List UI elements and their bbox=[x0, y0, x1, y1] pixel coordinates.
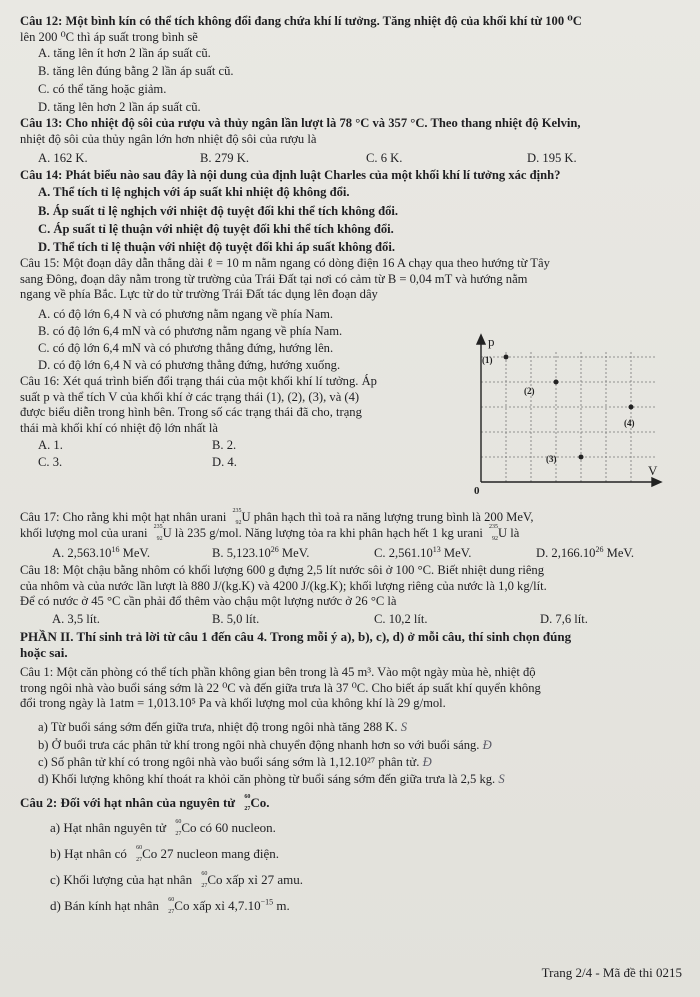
q17-option-d-value: D. 2,166.10 bbox=[536, 546, 596, 560]
q17-option-a-unit: MeV. bbox=[119, 546, 151, 560]
part2-q2-b-post: Co 27 nucleon mang điện. bbox=[142, 846, 279, 861]
q18-option-b: B. 5,0 lít. bbox=[212, 612, 260, 626]
question-17-stem-tail: U phân hạch thì toả ra năng lượng trung bình là 200 MeV, bbox=[241, 510, 534, 524]
q12-option-c: C. có thể tăng hoặc giảm. bbox=[38, 82, 167, 96]
q12-option-d: D. tăng lên hơn 2 lần áp suất cũ. bbox=[38, 100, 201, 114]
q17-option-b bbox=[212, 546, 309, 561]
part2-q1-a-text: a) Từ buổi sáng sớm đến giữa trưa, nhiệt độ trong ngôi nhà tăng 288 K. bbox=[38, 720, 398, 734]
question-17-line2 bbox=[20, 523, 688, 542]
cobalt-atomic-number: 27 bbox=[168, 909, 175, 915]
q13-option-a: A. 162 K. bbox=[38, 151, 88, 165]
q17-option-b-unit: MeV. bbox=[278, 546, 310, 560]
cobalt-nuclide bbox=[169, 819, 182, 837]
question-16-stem-cont2: được biểu diễn trong hình bên. Trong số các trạng thái đã cho, trạng bbox=[20, 405, 362, 419]
part2-q2-statement-c bbox=[50, 872, 303, 887]
question-15-stem-cont2: ngang về phía Bắc. Lực từ do từ trường Trái Đất tác dụng lên đoạn dây bbox=[20, 287, 378, 301]
v-axis-label: V bbox=[648, 463, 658, 478]
uranium-nuclide bbox=[486, 523, 499, 542]
part2-q2-d-post: Co xấp xỉ 4,7.10 bbox=[174, 898, 261, 913]
part2-q2-c-pre: c) Khối lượng của hạt nhân bbox=[50, 872, 193, 887]
handwritten-mark: S bbox=[400, 720, 407, 734]
q16-option-d: D. 4. bbox=[212, 455, 237, 469]
state-1-point bbox=[504, 355, 509, 360]
part2-question-1 bbox=[20, 665, 688, 712]
question-17-stem2-end: U là bbox=[498, 525, 520, 540]
uranium-nuclide bbox=[230, 508, 242, 526]
handwritten-mark: Đ bbox=[482, 738, 492, 752]
state-3-label: (3) bbox=[546, 454, 557, 464]
question-14 bbox=[20, 168, 688, 184]
origin-label: 0 bbox=[474, 485, 480, 497]
q14-option-c: C. Áp suất tỉ lệ thuận với nhiệt độ tuyệt đối khi thể tích không đổi. bbox=[38, 222, 394, 236]
question-13-stem-cont: nhiệt độ sôi của thủy ngân lớn hơn nhiệt độ sôi của rượu là bbox=[20, 131, 317, 146]
question-12-stem-cont: lên 200 ⁰C thì áp suất trong bình sẽ bbox=[20, 29, 198, 44]
part2-q2-statement-a bbox=[50, 820, 276, 835]
q18-option-a: A. 3,5 lít. bbox=[52, 612, 100, 626]
q13-option-c: C. 6 K. bbox=[366, 151, 403, 165]
uranium-mass-number: 235 bbox=[489, 523, 499, 530]
part2-q1-statement-b bbox=[38, 738, 492, 753]
q12-option-a: A. tăng lên ít hơn 2 lần áp suất cũ. bbox=[38, 46, 211, 60]
q16-option-c: C. 3. bbox=[38, 455, 63, 469]
question-16-stem: Câu 16: Xét quá trình biến đổi trạng thái của một khối khí lí tưởng. Áp bbox=[20, 374, 377, 388]
part2-q2-d-unit: m. bbox=[273, 898, 290, 913]
question-18-stem-cont: của nhôm và của nước lần lượt là 880 J/(kg.K) và 4200 J/(kg.K); khối lượng riêng của nước là 1,0 kg/lít. bbox=[20, 578, 547, 593]
q17-option-a bbox=[52, 546, 150, 561]
part2-q2-a-post: Co có 60 nucleon. bbox=[181, 820, 276, 835]
q16-option-a: A. 1. bbox=[38, 438, 63, 452]
question-17-line1 bbox=[20, 510, 688, 526]
q17-option-c-value: C. 2,561.10 bbox=[374, 546, 433, 560]
cobalt-mass-number: 60 bbox=[201, 871, 208, 877]
q13-option-b: B. 279 K. bbox=[200, 151, 249, 165]
q15-option-c: C. có độ lớn 6,4 mN và có phương thẳng đứng, hướng lên. bbox=[38, 341, 334, 355]
question-17-stem2: khối lượng mol của urani bbox=[20, 525, 148, 540]
uranium-atomic-number: 92 bbox=[156, 535, 163, 542]
part2-q2-stem-tail: Co. bbox=[250, 795, 270, 810]
cobalt-mass-number: 60 bbox=[244, 794, 251, 800]
q17-option-d-exp: 26 bbox=[595, 544, 604, 554]
q17-option-c-unit: MeV. bbox=[440, 546, 472, 560]
uranium-mass-number: 235 bbox=[153, 523, 163, 530]
q17-option-a-value: A. 2,563.10 bbox=[52, 546, 112, 560]
question-14-stem: Câu 14: Phát biểu nào sau đây là nội dung của định luật Charles của một khối khí lí tưởng xác định? bbox=[20, 168, 561, 182]
q17-option-d bbox=[536, 546, 634, 561]
question-17 bbox=[20, 510, 688, 541]
part2-q1-stem-cont2: đổi trong ngày là 1atm = 1,013.10⁵ Pa và khối lượng mol của không khí là 29 g/mol. bbox=[20, 696, 446, 710]
state-2-label: (2) bbox=[524, 386, 535, 396]
p-axis-label: p bbox=[488, 334, 495, 349]
question-15-stem-cont: sang Đông, đoạn dây nằm trong từ trường của Trái Đất tại nơi có cảm từ B = 0,04 mT và hướng nằm bbox=[20, 271, 528, 286]
part-2-heading-line1: PHẦN II. Thí sinh trả lời từ câu 1 đến câu 4. Trong mỗi ý a), b), c), d) ở mỗi câu, thí sinh chọn đúng bbox=[20, 629, 572, 644]
q17-option-a-exp: 16 bbox=[111, 544, 120, 554]
pv-grid bbox=[481, 352, 656, 482]
part2-q1-stem: Câu 1: Một căn phòng có thể tích phần không gian bên trong là 45 m³. Vào một ngày mùa hè, nhiệt độ bbox=[20, 665, 536, 679]
state-4-label: (4) bbox=[624, 418, 635, 428]
part2-q2-d-pre: d) Bán kính hạt nhân bbox=[50, 898, 160, 913]
part2-q2-b-pre: b) Hạt nhân có bbox=[50, 846, 127, 861]
q17-option-b-value: B. 5,123.10 bbox=[212, 546, 271, 560]
cobalt-atomic-number: 27 bbox=[201, 883, 208, 889]
q14-option-a: A. Thể tích tỉ lệ nghịch với áp suất khi nhiệt độ không đổi. bbox=[38, 185, 350, 199]
part2-q1-c-text: c) Số phân tử khí có trong ngôi nhà vào buổi sáng sớm là 1,12.10²⁷ phân tử. bbox=[38, 755, 420, 769]
state-3-point bbox=[579, 455, 584, 460]
uranium-nuclide bbox=[151, 523, 163, 542]
question-16 bbox=[20, 374, 460, 436]
cobalt-atomic-number: 27 bbox=[136, 857, 143, 863]
state-1-label: (1) bbox=[482, 355, 493, 365]
handwritten-mark: Đ bbox=[422, 755, 432, 769]
question-13-stem: Câu 13: Cho nhiệt độ sôi của rượu và thủy ngân lần lượt là 78 °C và 357 °C. Theo thang nhiệt độ Kelvin, bbox=[20, 116, 581, 130]
q17-option-c-exp: 13 bbox=[432, 544, 441, 554]
part2-q1-statement-a bbox=[38, 720, 407, 735]
cobalt-nuclide bbox=[195, 871, 208, 889]
pv-diagram bbox=[466, 332, 666, 497]
part2-question-2 bbox=[20, 795, 688, 811]
state-2-point bbox=[554, 380, 559, 385]
part2-q2-c-post: Co xấp xỉ 27 amu. bbox=[207, 872, 304, 887]
q17-option-b-exp: 26 bbox=[270, 544, 279, 554]
page-footer: Trang 2/4 - Mã đề thi 0215 bbox=[541, 965, 682, 980]
q16-option-b: B. 2. bbox=[212, 438, 237, 452]
question-13 bbox=[20, 116, 688, 147]
question-16-stem-cont3: thái mà khối khí có nhiệt độ lớn nhất là bbox=[20, 420, 218, 435]
part2-q2-statement-d bbox=[50, 898, 290, 913]
cobalt-mass-number: 60 bbox=[175, 819, 182, 825]
part2-q2-statement-b bbox=[50, 846, 279, 861]
question-15 bbox=[20, 256, 688, 303]
q15-option-d: D. có độ lớn 6,4 N và có phương thẳng đứng, hướng xuống. bbox=[38, 358, 341, 372]
q13-option-d: D. 195 K. bbox=[527, 151, 577, 165]
q17-option-c bbox=[374, 546, 471, 561]
cobalt-mass-number: 60 bbox=[168, 897, 175, 903]
cobalt-atomic-number: 27 bbox=[175, 831, 182, 837]
part-2-heading bbox=[20, 629, 688, 660]
state-4-point bbox=[629, 405, 634, 410]
uranium-atomic-number: 92 bbox=[235, 520, 242, 526]
q14-option-b: B. Áp suất tỉ lệ nghịch với nhiệt độ tuyệt đối khi thể tích không đổi. bbox=[38, 204, 399, 218]
question-18-stem-cont2: Để có nước ở 45 °C cần phải đổ thêm vào chậu một lượng nước ở 26 °C là bbox=[20, 594, 397, 608]
uranium-mass-number: 235 bbox=[232, 508, 242, 514]
cobalt-atomic-number: 27 bbox=[244, 806, 251, 812]
cobalt-nuclide bbox=[238, 794, 251, 812]
part2-q1-b-text: b) Ở buổi trưa các phân tử khí trong ngôi nhà chuyển động nhanh hơn so với buổi sáng. bbox=[38, 738, 480, 752]
q18-option-d: D. 7,6 lít. bbox=[540, 612, 588, 626]
part2-q2-d-exp: −15 bbox=[260, 897, 274, 907]
cobalt-mass-number: 60 bbox=[136, 845, 143, 851]
question-15-stem: Câu 15: Một đoạn dây dẫn thẳng dài ℓ = 10 m nằm ngang có dòng điện 16 A chạy qua theo hướng từ Tây bbox=[20, 256, 550, 270]
handwritten-mark: S bbox=[498, 772, 505, 786]
cobalt-nuclide bbox=[162, 897, 175, 915]
q17-option-d-unit: MeV. bbox=[603, 546, 635, 560]
question-17-stem: Câu 17: Cho rằng khi một hạt nhân urani bbox=[20, 510, 227, 524]
question-16-stem-cont: suất p và thể tích V của khối khí ở các trạng thái (1), (2), (3), và (4) bbox=[20, 389, 360, 404]
cobalt-nuclide bbox=[130, 845, 143, 863]
part2-q1-statement-c bbox=[38, 755, 432, 770]
question-12-stem: Câu 12: Một bình kín có thể tích không đổi đang chứa khí lí tưởng. Tăng nhiệt độ của khối khí từ 100 ⁰C bbox=[20, 14, 582, 28]
q12-option-b: B. tăng lên đúng bằng 2 lần áp suất cũ. bbox=[38, 64, 234, 78]
q15-option-b: B. có độ lớn 6,4 mN và có phương nằm ngang về phía Nam. bbox=[38, 324, 343, 338]
question-18-stem: Câu 18: Một chậu bằng nhôm có khối lượng 600 g đựng 2,5 lít nước sôi ở 100 °C. Biết nhiệt dung riêng bbox=[20, 563, 545, 577]
question-18 bbox=[20, 563, 688, 610]
q15-option-a: A. có độ lớn 6,4 N và có phương nằm ngang về phía Nam. bbox=[38, 307, 334, 321]
part-2-heading-line2: hoặc sai. bbox=[20, 644, 68, 660]
question-12 bbox=[20, 14, 688, 45]
part2-q2-stem: Câu 2: Đối với hạt nhân của nguyên tử bbox=[20, 795, 236, 810]
uranium-atomic-number: 92 bbox=[492, 535, 499, 542]
question-17-stem2-tail: U là 235 g/mol. Năng lượng tỏa ra khi phân hạch hết 1 kg urani bbox=[162, 525, 483, 540]
part2-q1-statement-d bbox=[38, 772, 505, 787]
q14-option-d: D. Thể tích tỉ lệ thuận với nhiệt độ tuyệt đối khi áp suất không đổi. bbox=[38, 240, 396, 254]
part2-q2-a-pre: a) Hạt nhân nguyên tử bbox=[50, 820, 167, 835]
part2-q1-d-text: d) Khối lượng không khí thoát ra khỏi căn phòng từ buổi sáng sớm đến giữa trưa là 2,5 kg. bbox=[38, 772, 496, 786]
q18-option-c: C. 10,2 lít. bbox=[374, 612, 428, 626]
part2-q1-stem-cont: trong ngôi nhà vào buổi sáng sớm là 22 ⁰C và đến giữa trưa là 37 ⁰C. Cho biết áp suất khí quyển không bbox=[20, 680, 541, 695]
